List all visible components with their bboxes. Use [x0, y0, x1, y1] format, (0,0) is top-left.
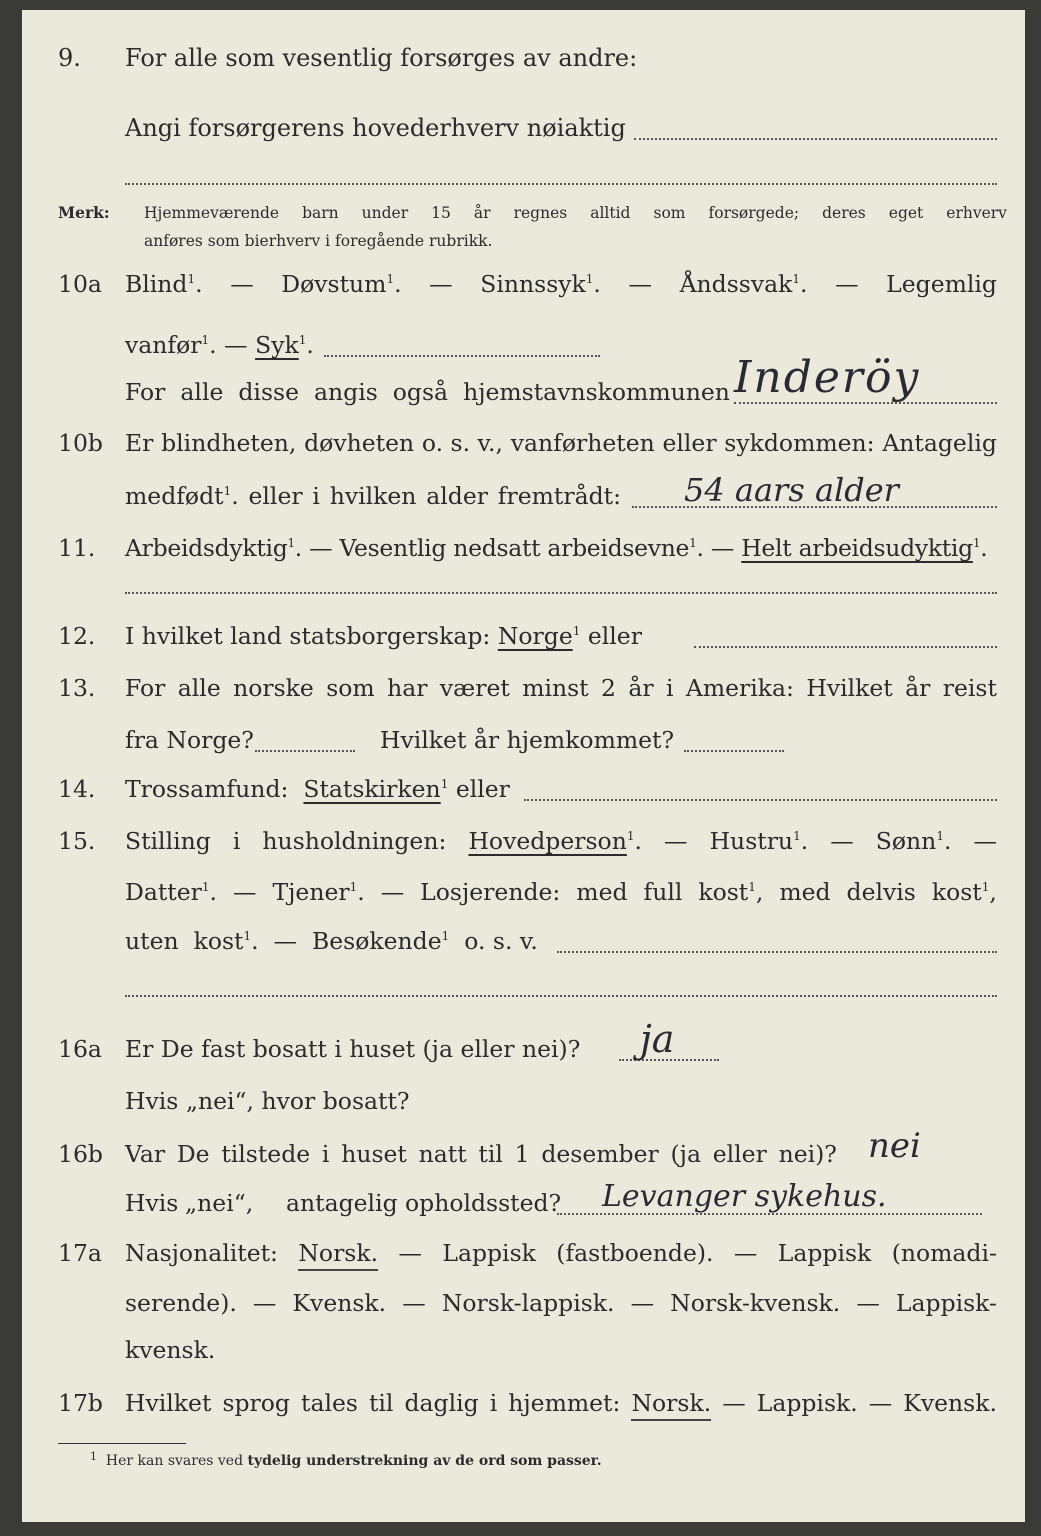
form-word: Datter$^1$. [125, 878, 218, 906]
form-word: disse [238, 378, 299, 406]
question-17b [22, 1383, 1025, 1423]
form-word: — [830, 827, 854, 855]
form-word: angis [314, 378, 378, 406]
form-word: i [489, 1389, 498, 1417]
form-word: været [439, 674, 510, 702]
form-word: Nasjonalitet: [125, 1239, 278, 1267]
question-text [125, 1134, 837, 1174]
question-text: Hvilket år hjemkommet? [380, 726, 675, 754]
form-word: Hovedperson$^1$. [468, 827, 642, 855]
question-15-line-1 [22, 821, 1025, 861]
form-word: i [312, 482, 320, 510]
form-word: — [398, 1239, 422, 1267]
form-word: år [628, 674, 654, 702]
form-word: Var [125, 1140, 166, 1168]
census-form-page [22, 10, 1025, 1522]
option-besokende[interactable]: Besøkende [312, 927, 442, 955]
footnote-divider [58, 1443, 186, 1444]
form-word: (nomadi- [891, 1239, 997, 1267]
question-11: 11. Arbeidsdyktig$^1$. — Vesentlig nedsatt arbeidsevne$^1$. — Helt arbeidsudyktig$^1$. [22, 528, 1025, 568]
form-word: tilstede [221, 1140, 311, 1168]
form-word: regnes [513, 204, 568, 222]
form-word: Legemlig [886, 270, 997, 298]
form-word: 2 [601, 674, 616, 702]
form-word: — [628, 270, 652, 298]
question-13-line-2 [22, 720, 1025, 760]
question-16a-line-2 [22, 1081, 1025, 1121]
form-word: — [733, 1239, 758, 1267]
form-word: Kvensk. [292, 1289, 387, 1317]
form-word: sykdommen: [724, 429, 875, 457]
form-word: kost$^1$, [931, 878, 997, 906]
question-10a-line-3 [22, 352, 1025, 412]
question-10a-line-1 [22, 264, 1025, 304]
note-label: Merk: [58, 203, 110, 222]
form-word: med [779, 878, 831, 906]
handwritten-answer: Levanger sykehus. [602, 1179, 887, 1214]
form-word: For [125, 378, 166, 406]
form-word: husholdningen: [262, 827, 447, 855]
question-13-line-1 [22, 668, 1025, 708]
question-text: kvensk. [125, 1336, 216, 1364]
question-16a-line-1 [22, 1017, 1025, 1069]
form-word: Hustru$^1$. [709, 827, 809, 855]
form-word: i [232, 827, 241, 855]
question-17a-line-3 [22, 1330, 1025, 1370]
form-word: til [478, 1140, 503, 1168]
footnote: $^1$ Her kan svares ved tydelig understrekning av de ord som passer. [90, 1450, 602, 1469]
form-word: eller [662, 429, 717, 457]
question-10b-line-2 [22, 471, 1025, 516]
handwritten-answer: Inderöy [734, 352, 921, 403]
form-word: — [429, 270, 453, 298]
question-text: Hvis „nei“, hvor bosatt? [125, 1087, 410, 1115]
question-15-line-3: uten kost$^1$. — Besøkende$^1$ o. s. v. [22, 921, 1025, 961]
form-word: år [905, 674, 931, 702]
question-text: Er De fast bosatt i huset (ja eller nei)? [125, 1035, 581, 1063]
question-number: 9. [58, 44, 81, 72]
form-word: — [868, 1389, 893, 1417]
form-word: forsørgede; [708, 204, 800, 222]
form-word: De [176, 1140, 210, 1168]
question-text [125, 1283, 997, 1323]
answer-line[interactable] [255, 750, 355, 752]
form-word: år [473, 204, 491, 222]
form-word: Sinnssyk$^1$. [480, 270, 601, 298]
form-word: eller [248, 482, 303, 510]
form-word: For [125, 674, 166, 702]
form-word: Norsk. [298, 1233, 378, 1273]
form-word: Norsk. [631, 1383, 711, 1423]
form-word: Norsk-kvensk. [670, 1289, 841, 1317]
form-word: Antagelig [882, 429, 997, 457]
form-word: — [835, 270, 859, 298]
form-word: desember [541, 1140, 659, 1168]
form-word: Lappisk [777, 1239, 872, 1267]
handwritten-answer: nei [868, 1126, 921, 1166]
form-word: — [402, 1289, 426, 1317]
question-16b-line-2: Hvis „nei“, antagelig opholdssted? Levanger sykehus. [22, 1183, 1025, 1223]
form-word: — [252, 1289, 277, 1317]
form-word: hvilken [329, 482, 417, 510]
form-word: minst [522, 674, 589, 702]
form-word: Åndssvak$^1$. [679, 270, 808, 298]
question-text [125, 1383, 997, 1423]
form-word: eget [888, 204, 924, 222]
answer-line[interactable] [684, 750, 784, 752]
form-word: tales [301, 1389, 358, 1417]
form-word: Er [125, 429, 154, 457]
question-15-line-2 [22, 872, 1025, 912]
form-word: — [856, 1289, 880, 1317]
form-word: Tjener$^1$. [272, 878, 365, 906]
form-word: med [576, 878, 628, 906]
option-statskirken-underlined[interactable]: Statskirken [303, 775, 441, 803]
question-text: I hvilket land statsborgerskap: [125, 622, 491, 650]
answer-line[interactable] [324, 355, 600, 357]
question-number: 13. [58, 674, 96, 702]
question-text [125, 668, 997, 708]
question-number: 12. [58, 622, 96, 650]
answer-line[interactable] [524, 799, 997, 801]
form-word: Hjemmeværende [144, 204, 280, 222]
form-word: — [630, 1289, 655, 1317]
answer-line[interactable] [557, 951, 997, 953]
form-word: (fastboende). [556, 1239, 714, 1267]
option-arbeidsdyktig[interactable]: Arbeidsdyktig [125, 534, 288, 562]
form-word: delvis [846, 878, 916, 906]
form-word: — [230, 270, 254, 298]
form-word: i [665, 674, 674, 702]
question-text [125, 264, 997, 304]
question-number: 14. [58, 775, 96, 803]
form-word: daglig [404, 1389, 479, 1417]
form-word: også [392, 378, 449, 406]
form-word: alltid [590, 204, 631, 222]
form-word: erhverv [946, 204, 1007, 222]
question-text [125, 372, 730, 412]
form-word: o. s. v., [421, 429, 503, 457]
form-word: kost$^1$, [698, 878, 764, 906]
form-word: til [368, 1389, 394, 1417]
form-word: alle [177, 674, 221, 702]
question-number: 10a [58, 270, 102, 298]
form-word: — [232, 878, 257, 906]
form-word: under [361, 204, 409, 222]
question-17a-line-2 [22, 1283, 1025, 1323]
form-word: alle [180, 378, 224, 406]
form-word: — [380, 878, 405, 906]
option-helt-arbeidsudyktig-underlined[interactable]: Helt arbeidsudyktig [741, 534, 973, 562]
question-number: 16b [58, 1140, 103, 1168]
form-word: i [321, 1140, 330, 1168]
form-word: Lappisk. [756, 1389, 858, 1417]
form-word: Hvilket [125, 1389, 212, 1417]
handwritten-answer: 54 aars alder [684, 471, 899, 509]
form-word: blindheten, [161, 429, 297, 457]
form-word: (ja [670, 1140, 701, 1168]
question-text [125, 821, 997, 861]
question-number: 11. [58, 534, 96, 562]
form-word: Døvstum$^1$. [281, 270, 402, 298]
form-word: medfødt$^1$. [125, 482, 239, 510]
form-word: sprog [222, 1389, 290, 1417]
question-text [125, 1233, 997, 1273]
form-word: nei)? [778, 1140, 837, 1168]
option-nedsatt[interactable]: — Vesentlig nedsatt arbeidsevne [309, 534, 690, 562]
option-syk-underlined[interactable]: Syk [255, 331, 299, 359]
form-word: Norsk-lappisk. [441, 1289, 615, 1317]
question-10b-line-1 [22, 423, 1025, 463]
question-text: Angi forsørgerens hovederhverv nøiaktig [125, 114, 626, 142]
question-number: 10b [58, 429, 103, 457]
form-word: natt [418, 1140, 467, 1168]
form-word: — [722, 1389, 746, 1417]
answer-line[interactable] [125, 592, 997, 594]
question-9-line-2 [22, 108, 1025, 148]
answer-line[interactable] [634, 138, 997, 140]
form-word: døvheten [304, 429, 415, 457]
form-word: Losjerende: [420, 878, 561, 906]
form-word: som [653, 204, 686, 222]
question-text [125, 423, 997, 463]
form-word: hjemstavnskommunen [463, 378, 730, 406]
question-number: 15. [58, 827, 96, 855]
form-word: fremtrådt: [497, 482, 621, 510]
form-word: deres [822, 204, 866, 222]
form-word: Hvilket [806, 674, 893, 702]
answer-line[interactable] [125, 995, 997, 997]
form-word: Kvensk. [903, 1389, 997, 1417]
answer-line[interactable] [694, 646, 997, 648]
answer-line[interactable] [125, 183, 997, 185]
form-word: Stilling [125, 827, 211, 855]
form-word: reist [942, 674, 997, 702]
question-9-line-1 [22, 38, 1025, 78]
form-word: eller [712, 1140, 767, 1168]
question-number: 17b [58, 1389, 103, 1417]
question-text: For alle som vesentlig forsørges av andre: [125, 44, 638, 72]
question-text: Trossamfund: [125, 775, 289, 803]
question-17a-line-1 [22, 1233, 1025, 1273]
question-16b-line-1 [22, 1126, 1025, 1174]
question-number: 16a [58, 1035, 102, 1063]
form-word: Blind$^1$. [125, 270, 203, 298]
form-word: full [643, 878, 683, 906]
form-word: vanførheten [510, 429, 655, 457]
question-text [125, 476, 621, 516]
form-word: Lappisk [442, 1239, 536, 1267]
question-text: fra Norge? [125, 726, 254, 754]
form-word: serende). [125, 1289, 237, 1317]
form-word: som [326, 674, 375, 702]
form-word: Amerika: [685, 674, 794, 702]
form-word: — [664, 827, 688, 855]
option-vanfor[interactable]: vanfør [125, 331, 202, 359]
question-10a-line-2: vanfør$^1$. — Syk$^1$. [22, 325, 1025, 365]
form-word: hjemmet: [508, 1389, 621, 1417]
question-14: 14. Trossamfund: Statskirken$^1$ eller [22, 769, 1025, 809]
option-uten-kost[interactable]: uten [125, 927, 179, 955]
form-word: barn [302, 204, 339, 222]
question-text [125, 872, 997, 912]
note-line-2: anføres som bierhverv i foregående rubrikk. [144, 232, 493, 250]
form-word: har [387, 674, 428, 702]
option-norge-underlined[interactable]: Norge [497, 622, 573, 650]
form-word: 15 [431, 204, 451, 222]
form-word: — [973, 827, 997, 855]
form-word: huset [341, 1140, 407, 1168]
form-word: 1 [514, 1140, 530, 1168]
form-word: norske [233, 674, 314, 702]
handwritten-answer: ja [640, 1017, 675, 1061]
form-word: Lappisk- [895, 1289, 997, 1317]
form-word: alder [426, 482, 488, 510]
question-12: 12. I hvilket land statsborgerskap: Norge$^1$ eller [22, 616, 1025, 656]
note-line-1 [144, 199, 1007, 227]
form-word: Sønn$^1$. [875, 827, 952, 855]
question-number: 17a [58, 1239, 102, 1267]
